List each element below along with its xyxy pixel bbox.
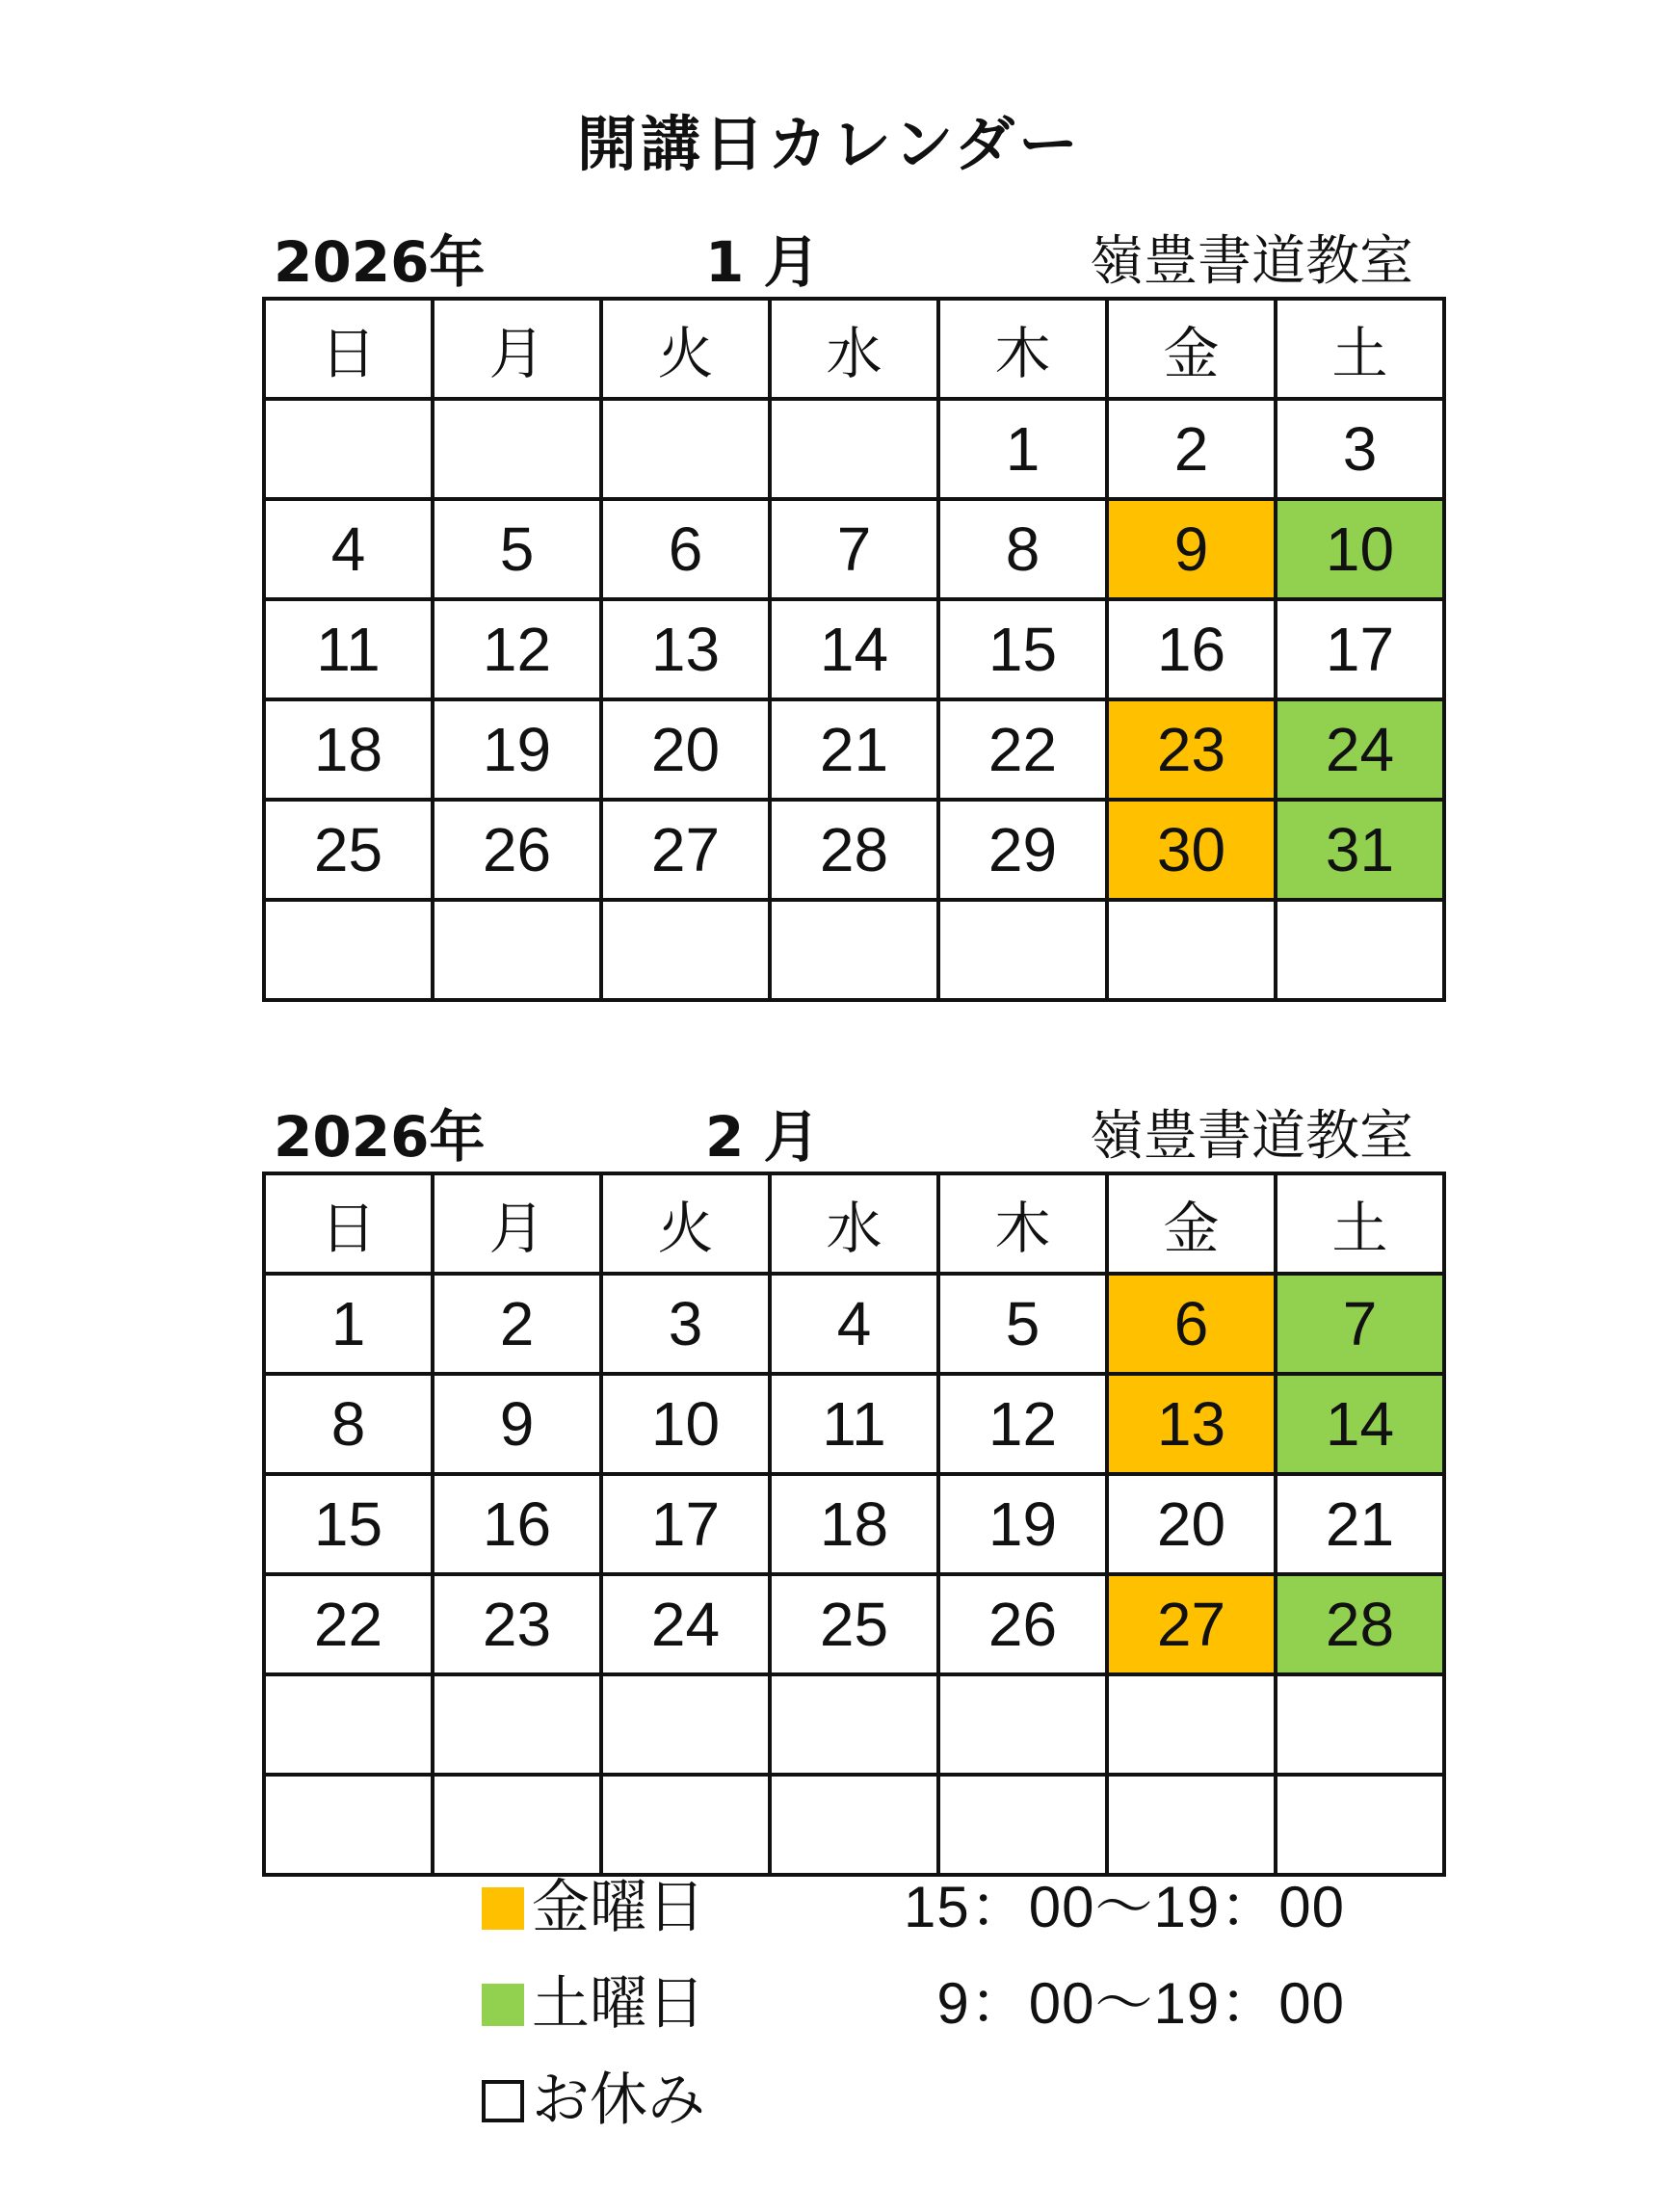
empty-day-cell bbox=[1276, 1775, 1444, 1875]
month-label: 2 月 bbox=[705, 1104, 820, 1170]
empty-day-cell bbox=[1107, 900, 1276, 1000]
week-row bbox=[264, 1574, 1444, 1674]
day-cell: 16 bbox=[1107, 599, 1276, 699]
weekday-cell: 土 bbox=[1276, 299, 1444, 399]
weekday-cell: 土 bbox=[1276, 1173, 1444, 1274]
day-cell: 27 bbox=[601, 800, 770, 900]
day-cell: 10 bbox=[601, 1374, 770, 1474]
week-row bbox=[264, 499, 1444, 599]
day-cell: 20 bbox=[1107, 1474, 1276, 1574]
empty-day-cell bbox=[770, 1674, 938, 1775]
empty-day-cell bbox=[601, 399, 770, 499]
empty-day-cell bbox=[770, 1775, 938, 1875]
day-cell: 11 bbox=[770, 1374, 938, 1474]
empty-day-cell bbox=[770, 399, 938, 499]
day-cell: 2 bbox=[433, 1274, 601, 1374]
week-row bbox=[264, 900, 1444, 1000]
legend-swatch-friday bbox=[482, 1887, 524, 1930]
weekday-header-row bbox=[264, 299, 1444, 399]
empty-day-cell bbox=[938, 1775, 1107, 1875]
day-cell: 25 bbox=[264, 800, 433, 900]
empty-day-cell bbox=[264, 399, 433, 499]
day-cell: 15 bbox=[264, 1474, 433, 1574]
day-cell: 29 bbox=[938, 800, 1107, 900]
empty-day-cell bbox=[433, 399, 601, 499]
calendar-january bbox=[262, 297, 1446, 1002]
legend-closed bbox=[480, 2062, 1347, 2139]
day-cell: 21 bbox=[770, 699, 938, 800]
day-cell: 14 bbox=[1276, 1374, 1444, 1474]
legend-time: 15：00～19：00 bbox=[904, 1875, 1345, 1939]
weekday-cell: 火 bbox=[601, 299, 770, 399]
empty-day-cell bbox=[433, 1674, 601, 1775]
legend-swatch-saturday bbox=[482, 1984, 524, 2026]
day-cell: 23 bbox=[1107, 699, 1276, 800]
day-cell: 12 bbox=[938, 1374, 1107, 1474]
day-cell: 5 bbox=[433, 499, 601, 599]
day-cell: 27 bbox=[1107, 1574, 1276, 1674]
weekday-cell: 金 bbox=[1107, 299, 1276, 399]
empty-day-cell bbox=[770, 900, 938, 1000]
empty-day-cell bbox=[264, 1775, 433, 1875]
day-cell: 10 bbox=[1276, 499, 1444, 599]
school-name: 嶺豊書道教室 bbox=[1090, 230, 1413, 293]
day-cell: 19 bbox=[433, 699, 601, 800]
weekday-cell: 日 bbox=[264, 299, 433, 399]
legend-time: 9：00～19：00 bbox=[936, 1971, 1345, 2036]
year-label: 2026年 bbox=[274, 229, 486, 295]
day-cell: 8 bbox=[938, 499, 1107, 599]
day-cell: 24 bbox=[601, 1574, 770, 1674]
day-cell: 24 bbox=[1276, 699, 1444, 800]
day-cell: 1 bbox=[938, 399, 1107, 499]
day-cell: 28 bbox=[770, 800, 938, 900]
day-cell: 4 bbox=[264, 499, 433, 599]
week-row bbox=[264, 599, 1444, 699]
day-cell: 7 bbox=[770, 499, 938, 599]
day-cell: 15 bbox=[938, 599, 1107, 699]
day-cell: 19 bbox=[938, 1474, 1107, 1574]
legend-friday bbox=[480, 1869, 1347, 1946]
weekday-cell: 水 bbox=[770, 1173, 938, 1274]
weekday-cell: 火 bbox=[601, 1173, 770, 1274]
day-cell: 1 bbox=[264, 1274, 433, 1374]
weekday-cell: 木 bbox=[938, 1173, 1107, 1274]
legend-label: 土曜日 bbox=[532, 1970, 705, 2038]
weekday-cell: 月 bbox=[433, 1173, 601, 1274]
day-cell: 14 bbox=[770, 599, 938, 699]
week-row bbox=[264, 1474, 1444, 1574]
day-cell: 13 bbox=[1107, 1374, 1276, 1474]
empty-day-cell bbox=[601, 900, 770, 1000]
day-cell: 12 bbox=[433, 599, 601, 699]
calendar-february bbox=[262, 1172, 1446, 1877]
day-cell: 28 bbox=[1276, 1574, 1444, 1674]
legend-label: お休み bbox=[532, 2067, 705, 2134]
calendar-header-february bbox=[262, 1098, 1418, 1175]
day-cell: 22 bbox=[264, 1574, 433, 1674]
day-cell: 17 bbox=[601, 1474, 770, 1574]
day-cell: 30 bbox=[1107, 800, 1276, 900]
day-cell: 2 bbox=[1107, 399, 1276, 499]
weekday-cell: 金 bbox=[1107, 1173, 1276, 1274]
calendar-header-january bbox=[262, 224, 1418, 301]
week-row bbox=[264, 1775, 1444, 1875]
legend-saturday bbox=[480, 1965, 1347, 2042]
day-cell: 17 bbox=[1276, 599, 1444, 699]
weekday-cell: 日 bbox=[264, 1173, 433, 1274]
empty-day-cell bbox=[601, 1674, 770, 1775]
legend-label: 金曜日 bbox=[532, 1874, 705, 1941]
empty-day-cell bbox=[264, 1674, 433, 1775]
week-row bbox=[264, 399, 1444, 499]
day-cell: 13 bbox=[601, 599, 770, 699]
school-name: 嶺豊書道教室 bbox=[1090, 1105, 1413, 1168]
day-cell: 5 bbox=[938, 1274, 1107, 1374]
day-cell: 8 bbox=[264, 1374, 433, 1474]
day-cell: 23 bbox=[433, 1574, 601, 1674]
day-cell: 25 bbox=[770, 1574, 938, 1674]
day-cell: 26 bbox=[433, 800, 601, 900]
weekday-header-row bbox=[264, 1173, 1444, 1274]
page-title: 開講日カレンダー bbox=[577, 109, 1082, 179]
day-cell: 3 bbox=[1276, 399, 1444, 499]
week-row bbox=[264, 800, 1444, 900]
day-cell: 31 bbox=[1276, 800, 1444, 900]
weekday-cell: 月 bbox=[433, 299, 601, 399]
empty-day-cell bbox=[1276, 900, 1444, 1000]
week-row bbox=[264, 1674, 1444, 1775]
empty-day-cell bbox=[433, 900, 601, 1000]
day-cell: 20 bbox=[601, 699, 770, 800]
day-cell: 18 bbox=[264, 699, 433, 800]
day-cell: 9 bbox=[1107, 499, 1276, 599]
legend-swatch-closed bbox=[482, 2080, 524, 2122]
day-cell: 21 bbox=[1276, 1474, 1444, 1574]
empty-day-cell bbox=[433, 1775, 601, 1875]
day-cell: 26 bbox=[938, 1574, 1107, 1674]
day-cell: 22 bbox=[938, 699, 1107, 800]
empty-day-cell bbox=[1107, 1775, 1276, 1875]
week-row bbox=[264, 699, 1444, 800]
weekday-cell: 木 bbox=[938, 299, 1107, 399]
day-cell: 9 bbox=[433, 1374, 601, 1474]
year-label: 2026年 bbox=[274, 1104, 486, 1170]
day-cell: 7 bbox=[1276, 1274, 1444, 1374]
empty-day-cell bbox=[938, 900, 1107, 1000]
empty-day-cell bbox=[938, 1674, 1107, 1775]
day-cell: 11 bbox=[264, 599, 433, 699]
month-label: 1 月 bbox=[705, 229, 820, 295]
empty-day-cell bbox=[1276, 1674, 1444, 1775]
day-cell: 6 bbox=[601, 499, 770, 599]
empty-day-cell bbox=[1107, 1674, 1276, 1775]
empty-day-cell bbox=[264, 900, 433, 1000]
week-row bbox=[264, 1274, 1444, 1374]
day-cell: 4 bbox=[770, 1274, 938, 1374]
day-cell: 3 bbox=[601, 1274, 770, 1374]
empty-day-cell bbox=[601, 1775, 770, 1875]
day-cell: 6 bbox=[1107, 1274, 1276, 1374]
day-cell: 18 bbox=[770, 1474, 938, 1574]
week-row bbox=[264, 1374, 1444, 1474]
day-cell: 16 bbox=[433, 1474, 601, 1574]
weekday-cell: 水 bbox=[770, 299, 938, 399]
